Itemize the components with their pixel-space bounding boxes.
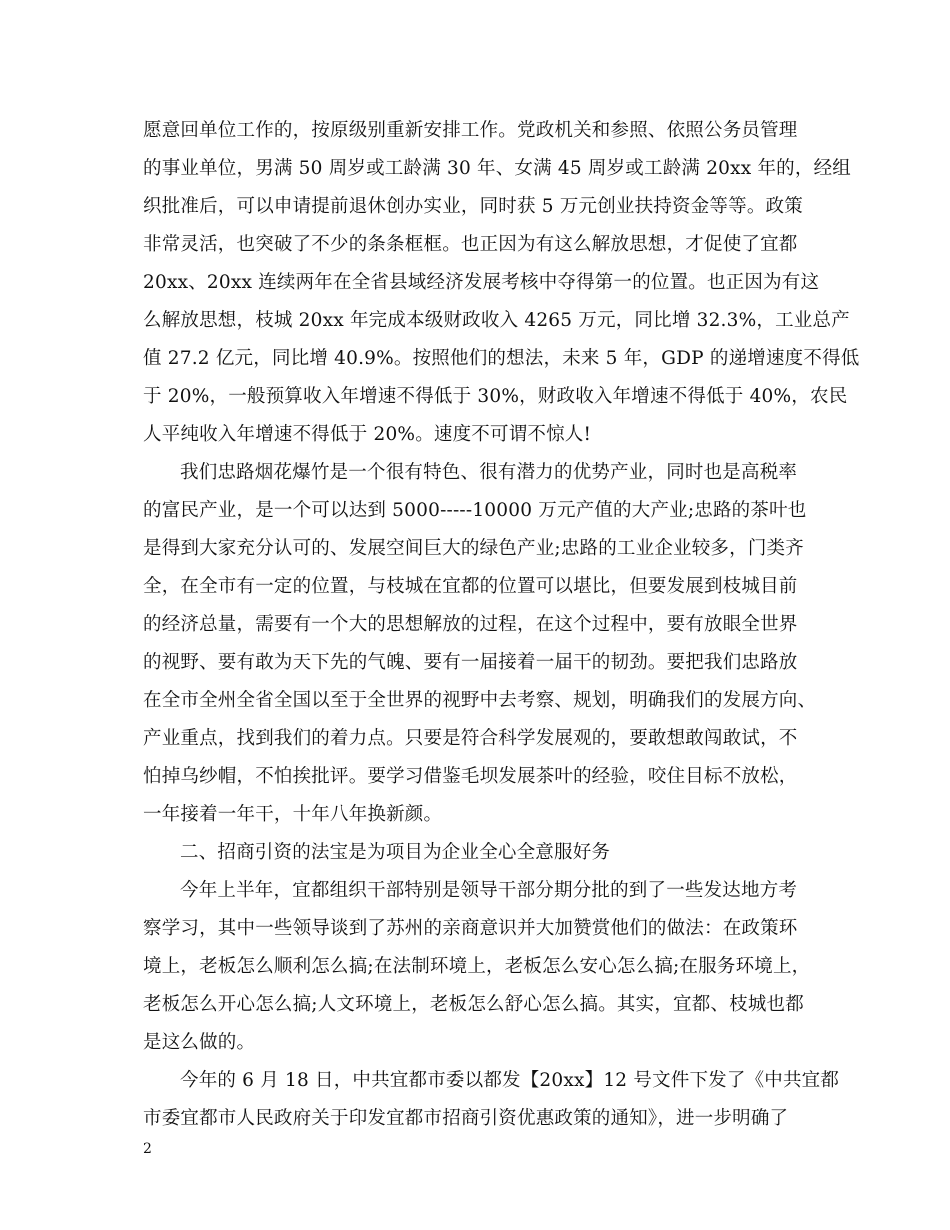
text-line: 怕掉乌纱帽，不怕挨批评。要学习借鉴毛坝发展茶叶的经验，咬住目标不放松，	[143, 766, 798, 787]
text-line: 产业重点，找到我们的着力点。只要是符合科学发展观的，要敢想敢闯敢试，不	[143, 728, 798, 749]
text-line: 在全市全州全省全国以至于全世界的视野中去考察、规划，明确我们的发展方向、	[143, 690, 817, 711]
text-line: 的视野、要有敢为天下先的气魄、要有一届接着一届干的韧劲。要把我们忠路放	[143, 652, 798, 673]
page-number: 2	[143, 1141, 152, 1157]
paragraph-first-line: 今年的 6 月 18 日，中共宜都市委以都发【20xx】12 号文件下发了《中共宜都	[180, 1070, 840, 1091]
text-line: 非常灵活，也突破了不少的条条框框。也正因为有这么解放思想，才促使了宜都	[143, 234, 798, 255]
text-line: 市委宜都市人民政府关于印发宜都市招商引资优惠政策的通知》，进一步明确了	[143, 1108, 789, 1129]
text-line: 全，在全市有一定的位置，与枝城在宜都的位置可以堪比，但要发展到枝城目前	[143, 576, 798, 597]
text-line: 的富民产业，是一个可以达到 5000-----10000 万元产值的大产业;忠路的茶叶也	[143, 500, 807, 521]
text-line: 愿意回单位工作的，按原级别重新安排工作。党政机关和参照、依照公务员管理	[143, 120, 798, 141]
text-line: 老板怎么开心怎么搞;人文环境上，老板怎么舒心怎么搞。其实，宜都、枝城也都	[143, 994, 804, 1015]
text-line: 察学习，其中一些领导谈到了苏州的亲商意识并大加赞赏他们的做法：在政策环	[143, 918, 798, 939]
text-line: 的事业单位，男满 50 周岁或工龄满 30 年、女满 45 周岁或工龄满 20xx 年的，经组	[143, 158, 851, 179]
text-line: 是这么做的。	[143, 1032, 256, 1053]
text-line: 的经济总量，需要有一个大的思想解放的过程，在这个过程中，要有放眼全世界	[143, 614, 798, 635]
text-line: 人平纯收入年增速不得低于 20%。速度不可谓不惊人!	[143, 424, 592, 445]
text-line: 么解放思想，枝城 20xx 年完成本级财政收入 4265 万元，同比增 32.3%，工业总产	[143, 310, 850, 331]
text-line: 境上，老板怎么顺利怎么搞;在法制环境上，老板怎么安心怎么搞;在服务环境上，	[143, 956, 811, 977]
text-line: 20xx、20xx 连续两年在全省县域经济发展考核中夺得第一的位置。也正因为有这	[143, 272, 820, 293]
text-line: 一年接着一年干，十年八年换新颜。	[143, 804, 443, 825]
section-heading: 二、招商引资的法宝是为项目为企业全心全意服好务	[180, 842, 611, 863]
paragraph-first-line: 今年上半年，宜都组织干部特别是领导干部分期分批的到了一些发达地方考	[180, 880, 798, 901]
text-line: 于 20%，一般预算收入年增速不得低于 30%，财政收入年增速不得低于 40%，农民	[143, 386, 848, 407]
text-line: 值 27.2 亿元，同比增 40.9%。按照他们的想法，未来 5 年，GDP 的递增速度不得低	[143, 348, 860, 369]
text-line: 织批准后，可以申请提前退休创办实业，同时获 5 万元创业扶持资金等等。政策	[143, 196, 803, 217]
paragraph-first-line: 我们忠路烟花爆竹是一个很有特色、很有潜力的优势产业，同时也是高税率	[180, 462, 798, 483]
text-line: 是得到大家充分认可的、发展空间巨大的绿色产业;忠路的工业企业较多，门类齐	[143, 538, 804, 559]
